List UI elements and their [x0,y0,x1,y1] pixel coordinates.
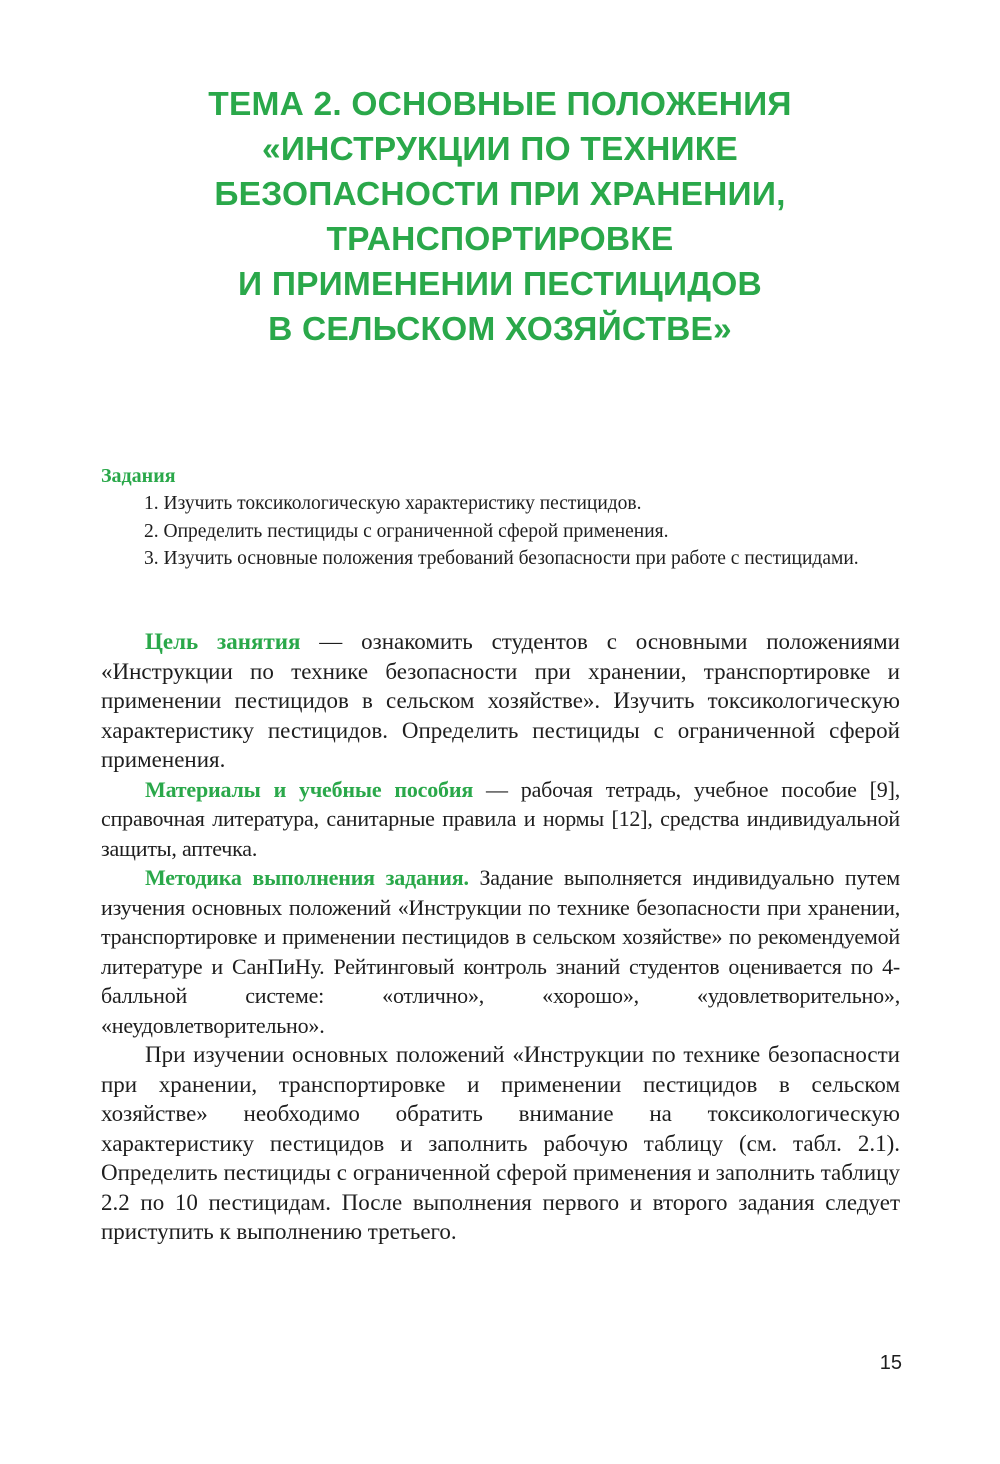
title-line: БЕЗОПАСНОСТИ ПРИ ХРАНЕНИИ, [214,176,786,213]
title-line: «ИНСТРУКЦИИ ПО ТЕХНИКЕ [262,131,738,168]
method-text: Задание выполняется индивидуально путем изучения основных положений «Инструкции по технике безопасности при хранении, транспортировке и применении пестицидов в сельском хозяйстве» по рекомендуемой литературе и СанПиНу. Рейтинговый контроль знаний студентов оценивается по 4-балльной системе: «отлично», «хорошо», «удовлетворительно», «неудовлетворительно». [101,865,900,1038]
tasks-heading: Задания [101,465,176,487]
materials-lead: Материалы и учебные пособия [145,776,474,802]
title-line: ТЕМА 2. ОСНОВНЫЕ ПОЛОЖЕНИЯ [208,86,792,123]
title-line: ТРАНСПОРТИРОВКЕ [326,221,674,258]
tasks-section [101,463,901,573]
goal-lead: Цель занятия [145,629,301,654]
study-paragraph [101,1040,900,1247]
method-paragraph [101,863,900,1040]
body-text [101,627,900,1247]
method-lead: Методика выполнения задания. [145,865,469,890]
title-line: И ПРИМЕНЕНИИ ПЕСТИЦИДОВ [238,266,762,303]
task-item: 2. Определить пестициды с ограниченной сферой применения. [144,520,669,542]
study-text: При изучении основных положений «Инструкции по технике безопасности при хранении, транспортировке и применении пестицидов в сельском хозяйстве» необходимо обратить внимание на токсикологическую характеристику пестицидов и заполнить рабочую таблицу (см. табл. 2.1). Определить пестициды с ограниченной сферой применения и заполнить таблицу 2.2 по 10 пестицидам. После выполнения первого и второго задания следует приступить к выполнению третьего. [101,1042,900,1244]
page-number: 15 [879,1352,902,1374]
goal-text: — ознакомить студентов с основными положениями «Инструкции по технике безопасности при хранении, транспортировке и применении пестицидов в сельском хозяйстве». Изучить токсикологическую характеристику пестицидов. Определить пестициды с ограниченной сферой применения. [101,629,900,772]
title-line: В СЕЛЬСКОМ ХОЗЯЙСТВЕ» [268,311,732,348]
materials-text: — рабочая тетрадь, учебное пособие [9], справочная литература, санитарные правила и нормы [12], средства индивидуальной защиты, аптечка. [101,776,901,861]
goal-paragraph [101,627,900,775]
materials-paragraph [101,775,900,864]
chapter-title [120,82,880,352]
task-item: 3. Изучить основные положения требований безопасности при работе с пестицидами. [144,548,859,569]
task-item: 1. Изучить токсикологическую характеристику пестицидов. [144,493,642,514]
